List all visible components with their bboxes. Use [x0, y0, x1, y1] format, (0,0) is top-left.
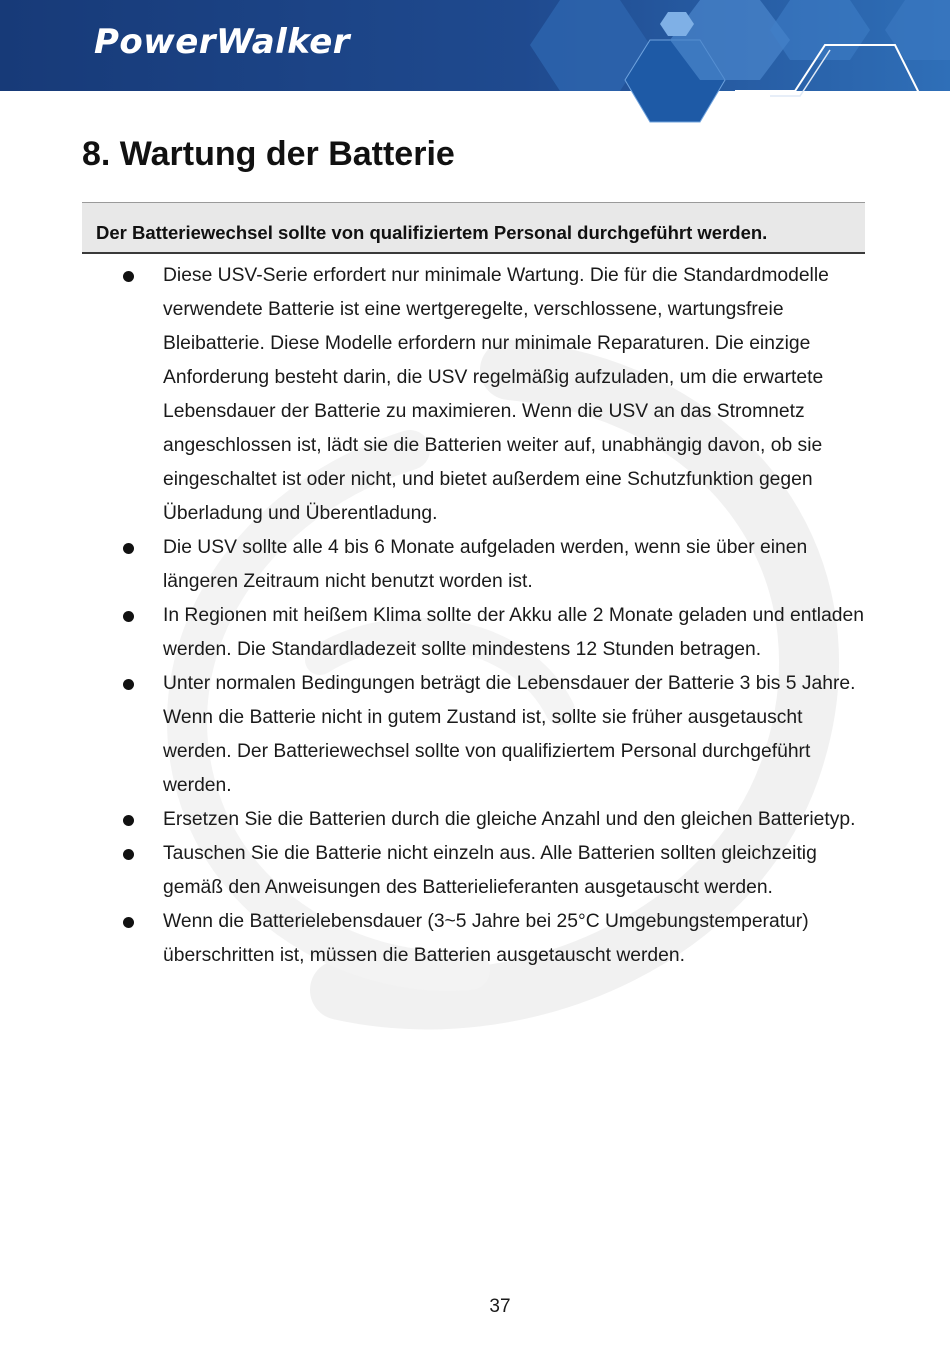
bullet-icon — [123, 917, 134, 928]
list-item-text: In Regionen mit heißem Klima sollte der Akku alle 2 Monate geladen und entladen werden. Die Standardladezeit sollte mindestens 12 Stunden betragen. — [163, 605, 864, 660]
banner-graphic — [0, 0, 950, 130]
list-item — [0, 667, 873, 803]
notice-text: Der Batteriewechsel sollte von qualifiziertem Personal durchgeführt werden. — [96, 222, 768, 243]
page-number: 37 — [489, 1296, 511, 1317]
list-item — [0, 259, 873, 531]
list-item-text: Die USV sollte alle 4 bis 6 Monate aufgeladen werden, wenn sie über einen längeren Zeitraum nicht benutzt worden ist. — [163, 537, 808, 592]
bullet-icon — [123, 679, 134, 690]
bullet-icon — [123, 543, 134, 554]
list-item-text: Ersetzen Sie die Batterien durch die gleiche Anzahl und den gleichen Batterietyp. — [163, 809, 856, 830]
bullet-icon — [123, 849, 134, 860]
list-item-text: Diese USV-Serie erfordert nur minimale Wartung. Die für die Standardmodelle verwendete Batterie ist eine wertgeregelte, verschlossene, wartungsfreie Bleibatterie. Diese Modelle erfordern nur minimale Reparaturen. Die einzige Anforderung besteht darin, die USV regelmäßig aufzuladen, um die erwartete Lebensdauer der Batterie zu maximieren. Wenn die USV an das Stromnetz angeschlossen ist, lädt sie die Batterien weiter auf, unabhängig davon, ob sie eingeschaltet ist oder nicht, und bietet außerdem eine Schutzfunktion gegen Überladung und Überentladung. — [163, 265, 829, 524]
list-item-text: Unter normalen Bedingungen beträgt die Lebensdauer der Batterie 3 bis 5 Jahre. Wenn die Batterie nicht in gutem Zustand ist, sollte sie früher ausgetauscht werden. Der Batteriewechsel sollte von qualifiziertem Personal durchgeführt werden. — [163, 673, 856, 796]
powerwalker-logo: PowerWalker — [94, 22, 351, 62]
maintenance-list — [0, 259, 950, 973]
list-item — [0, 803, 873, 837]
list-item — [0, 905, 873, 973]
bullet-icon — [123, 815, 134, 826]
header-banner — [0, 0, 950, 130]
list-item-text: Tauschen Sie die Batterie nicht einzeln aus. Alle Batterien sollten gleichzeitig gemäß den Anweisungen des Batterielieferanten ausgetauscht werden. — [163, 843, 817, 898]
notice-box — [82, 202, 865, 254]
list-item — [0, 531, 873, 599]
bullet-icon — [123, 271, 134, 282]
list-item — [0, 599, 873, 667]
list-item-text: Wenn die Batterielebensdauer (3~5 Jahre bei 25°C Umgebungstemperatur) überschritten ist, müssen die Batterien ausgetauscht werden. — [163, 911, 809, 966]
bullet-icon — [123, 611, 134, 622]
list-item — [0, 837, 873, 905]
page-title: 8. Wartung der Batterie — [82, 135, 455, 173]
